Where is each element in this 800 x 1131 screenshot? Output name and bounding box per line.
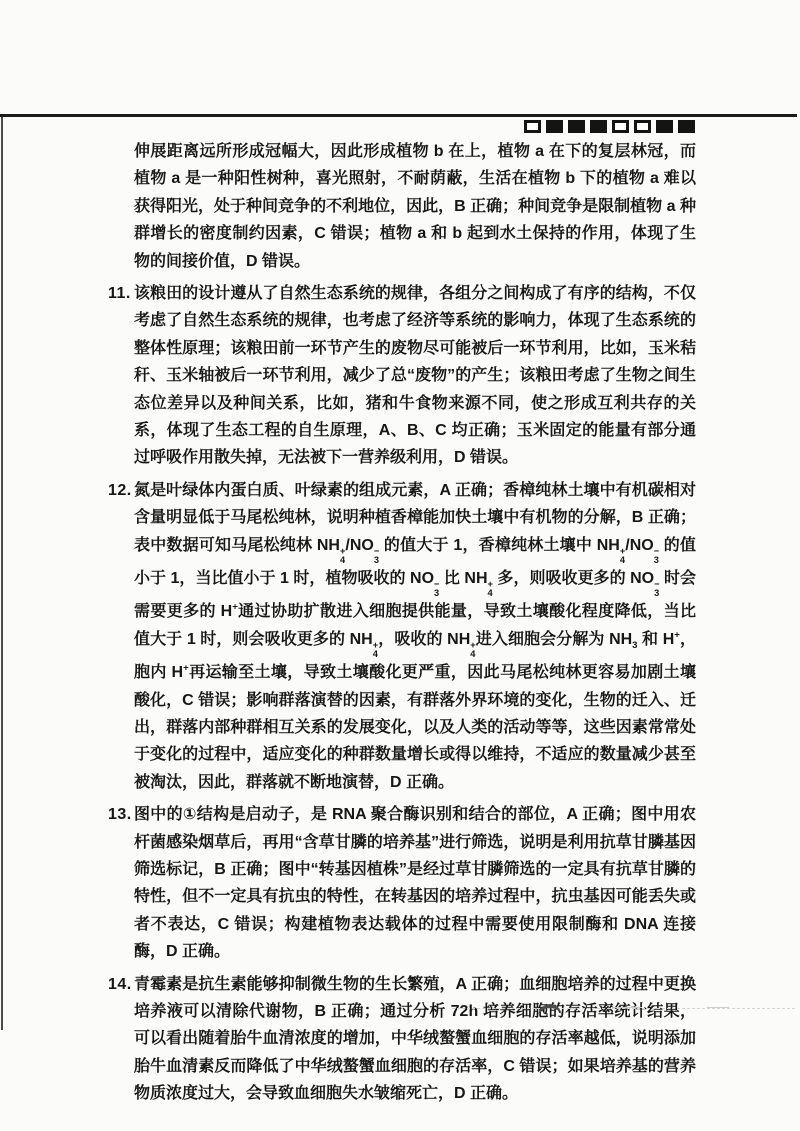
chemical-formula: NH + 4 [596, 536, 626, 565]
answer-text: 氮是叶绿体内蛋白质、叶绿素的组成元素，A 正确；香樟纯林土壤中有机碳相对含量明显低于马尾松纯林，说明种植香樟能加快土壤中有机物的分解，B 正确；表中数据可知马尾松纯林 NH + 4 /NO − 3 的值大于 1，香樟纯林土壤中 NH + 4 /NO − 3 的值小于 1，当比值小于 1 时，植物吸收的 NO − 3 比 NH + 4 多，则吸收更多的 NO − 3 时会需要更多的 H+通过协助扩散进入细胞提供能量，导致土壤酸化程度降低，当比值大于 1 时，则会吸收更多的 NH + 4 ，吸收的 NH + 4 进入细胞会分解为 $NH_3$ 和 H+，胞内 H+再运输至土壤，导致土壤酸化更严重，因此马尾松纯林更容易加剧土壤酸化，C 错误；影响群落演替的因素，有群落外界环境的变化，生物的迁入、迁出，群落内部种群相互关系的发展变化，以及人类的活动等等，这些因素常常处于变化的过程中，适应变化的种群数量增长或得以维持，不适应的数量减少甚至被淘汰，因此，群落就不断地演替，D 正确。 [134, 481, 696, 791]
registration-mark-square-filled [678, 120, 695, 133]
faded-watermark-dash [612, 1007, 642, 1008]
answer-text: 图中的①结构是启动子，是 RNA 聚合酶识别和结合的部位，A 正确；图中用农杆菌感染烟草后，再用“含草甘膦的培养基”进行筛选，说明是利用抗草甘膦基因筛选标记，B 正确；图中“转基因植株”是经过草甘膦筛选的一定具有抗草甘膦的特性，但不一定具有抗虫的特性，在转基因的培养过程中，抗虫基因可能丢失或者不表达，C 错误；构建植物表达载体的过程中需要使用限制酶和 DNA 连接酶，D 正确。 [134, 806, 696, 961]
answer-paragraph-12 [108, 477, 696, 796]
chemical-formula: NH + 4 [349, 630, 379, 660]
chemical-formula: NO − 3 [629, 536, 660, 565]
scan-artifact [452, 1003, 795, 1015]
registration-mark-square-filled [546, 120, 563, 133]
answer-text: 该粮田的设计遵从了自然生态系统的规律，各组分之间构成了有序的结构，不仅考虑了自然生态系统的规律，也考虑了经济等系统的影响力，体现了生态系统的整体性原理；该粮田前一环节产生的废物尽可能被后一环节利用，比如，玉米秸秆、玉米轴被后一环节利用，减少了总“废物”的产生；该粮田考虑了生物之间生态位差异以及种间关系，比如，猪和牛食物来源不同，使之形成互利共存的关系，体现了生态工程的自生原理，A、B、C 均正确；玉米固定的能量有部分通过呼吸作用散失掉，无法被下一营养级利用，D 错误。 [134, 285, 696, 467]
scan-edge-line [1, 117, 3, 1030]
chemical-formula: NH + 4 [447, 630, 476, 660]
registration-mark-square-open [524, 120, 541, 133]
answer-text: 伸展距离远所形成冠幅大，因此形成植物 b 在上，植物 a 在下的复层林冠，而植物 a 是一种阳性树种，喜光照射，不耐荫蔽，生活在植物 b 下的植物 a 难以获得阳光，处于种间竞争的不利地位，因此，B 正确；种间竞争是限制植物 a 种群增长的密度制约因素，C 错误；植物 a 和 b 起到水土保持的作用，体现了生物的间接价值，D 错误。 [134, 143, 696, 270]
registration-mark-square-filled [590, 120, 607, 133]
question-number: 13. [108, 806, 132, 824]
registration-mark-square-filled [568, 120, 585, 133]
registration-mark-square-open [634, 120, 651, 133]
faded-watermark-dash [707, 1007, 729, 1008]
answer-paragraph-14 [108, 971, 696, 1108]
chemical-formula: H+ [662, 629, 680, 648]
chemical-formula: NO − 3 [410, 570, 440, 599]
registration-marks [524, 120, 695, 133]
question-number: 14. [108, 975, 132, 993]
registration-mark-square-open [612, 120, 629, 133]
faded-watermark-dashes [452, 1008, 795, 1009]
question-number: 11. [108, 285, 131, 303]
chemical-formula: $NH_3$ [609, 630, 638, 651]
answer-key-content [108, 138, 696, 1108]
chemical-formula: H+ [220, 602, 238, 621]
chemical-formula: NO − 3 [349, 536, 380, 565]
question-number: 12. [108, 481, 132, 499]
answer-paragraph-11 [108, 280, 696, 472]
chemical-formula: NO − 3 [630, 570, 660, 599]
chemical-formula: H+ [171, 662, 189, 682]
answer-paragraph-continuation [108, 138, 696, 275]
registration-mark-square-filled [656, 120, 673, 133]
answer-paragraph-13 [108, 801, 696, 965]
faded-logo-arc [538, 1004, 562, 1017]
chemical-formula: NH + 4 [316, 536, 346, 565]
chemical-formula: NH + 4 [464, 570, 493, 599]
top-rule [0, 114, 797, 117]
answer-text: 青霉素是抗生素能够抑制微生物的生长繁殖，A 正确；血细胞培养的过程中更换培养液可以清除代谢物，B 正确；通过分析 72h 培养细胞的存活率统计结果，可以看出随着胎牛血清浓度的增加，中华绒螯蟹血细胞的存活率越低，说明添加胎牛血清素反而降低了中华绒螯蟹血细胞的存活率，C 错误；如果培养基的营养物质浓度过大，会导致血细胞失水皱缩死亡，D 正确。 [134, 975, 696, 1103]
